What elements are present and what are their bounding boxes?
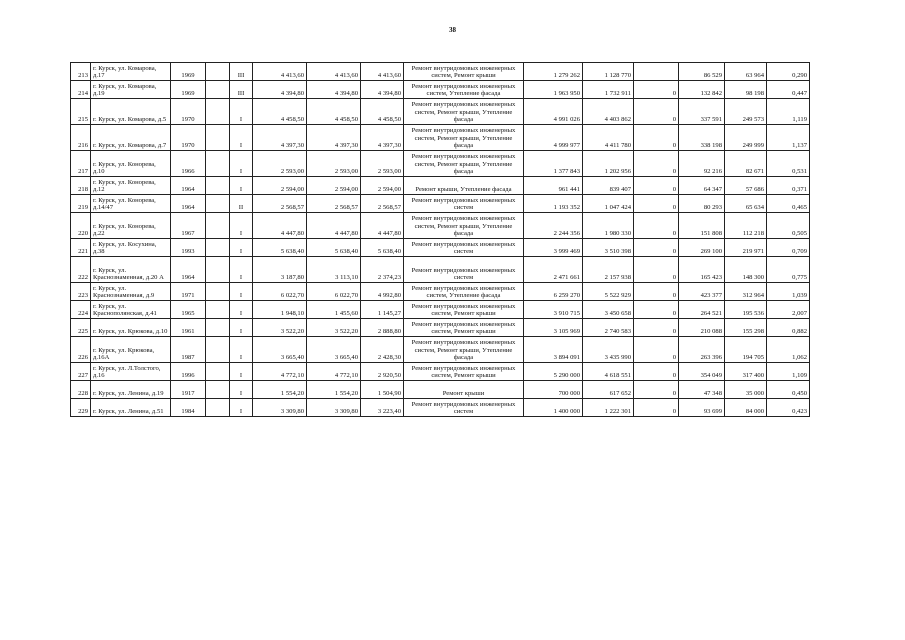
area-residential-cell: 5 638,40 bbox=[361, 239, 404, 257]
area-residential-cell: 2 374,23 bbox=[361, 257, 404, 283]
ratio-cell: 0,423 bbox=[767, 399, 810, 417]
area-residential-cell: 2 920,50 bbox=[361, 363, 404, 381]
year-cell: 1965 bbox=[171, 301, 206, 319]
ratio-cell: 0,505 bbox=[767, 213, 810, 239]
municipal-cell: 64 347 bbox=[679, 177, 725, 195]
fund-cell: 5 522 929 bbox=[583, 283, 634, 301]
class-cell: III bbox=[230, 81, 253, 99]
fund-cell: 1 222 301 bbox=[583, 399, 634, 417]
row-number: 218 bbox=[71, 177, 91, 195]
table-row bbox=[71, 99, 810, 125]
table-row bbox=[71, 257, 810, 283]
area-total-cell: 1 554,20 bbox=[253, 381, 307, 399]
fund-cell: 4 411 780 bbox=[583, 125, 634, 151]
municipal-cell: 264 521 bbox=[679, 301, 725, 319]
municipal-cell: 338 198 bbox=[679, 125, 725, 151]
blank-cell bbox=[206, 381, 230, 399]
table-row bbox=[71, 399, 810, 417]
cost-total-cell: 6 259 270 bbox=[524, 283, 583, 301]
table-row bbox=[71, 337, 810, 363]
work-type-cell: Ремонт внутридомовых инженерных систем bbox=[404, 257, 524, 283]
class-cell: I bbox=[230, 125, 253, 151]
class-cell: I bbox=[230, 99, 253, 125]
row-number: 222 bbox=[71, 257, 91, 283]
year-cell: 1970 bbox=[171, 125, 206, 151]
cost-total-cell: 3 910 715 bbox=[524, 301, 583, 319]
area-premises-cell: 4 447,80 bbox=[307, 213, 361, 239]
year-cell: 1964 bbox=[171, 195, 206, 213]
area-residential-cell: 4 458,50 bbox=[361, 99, 404, 125]
row-number: 213 bbox=[71, 63, 91, 81]
year-cell: 1961 bbox=[171, 319, 206, 337]
area-residential-cell: 4 394,80 bbox=[361, 81, 404, 99]
table-row bbox=[71, 177, 810, 195]
regional-cell: 0 bbox=[634, 239, 679, 257]
address-cell: г. Курск, ул. Краснополянская, д.41 bbox=[91, 301, 171, 319]
area-premises-cell: 3 665,40 bbox=[307, 337, 361, 363]
row-number: 225 bbox=[71, 319, 91, 337]
year-cell: 1970 bbox=[171, 99, 206, 125]
municipal-cell: 354 049 bbox=[679, 363, 725, 381]
area-premises-cell: 5 638,40 bbox=[307, 239, 361, 257]
year-cell: 1964 bbox=[171, 177, 206, 195]
municipal-cell: 47 348 bbox=[679, 381, 725, 399]
address-cell: г. Курск, ул. Косухина, д.38 bbox=[91, 239, 171, 257]
area-premises-cell: 3 113,10 bbox=[307, 257, 361, 283]
work-type-cell: Ремонт внутридомовых инженерных систем bbox=[404, 239, 524, 257]
year-cell: 1969 bbox=[171, 81, 206, 99]
area-premises-cell: 2 568,57 bbox=[307, 195, 361, 213]
owners-cell: 98 198 bbox=[725, 81, 767, 99]
owners-cell: 249 573 bbox=[725, 99, 767, 125]
area-total-cell: 5 638,40 bbox=[253, 239, 307, 257]
table-row bbox=[71, 301, 810, 319]
municipal-cell: 210 088 bbox=[679, 319, 725, 337]
area-total-cell: 4 458,50 bbox=[253, 99, 307, 125]
year-cell: 1964 bbox=[171, 257, 206, 283]
area-premises-cell: 1 554,20 bbox=[307, 381, 361, 399]
table-row bbox=[71, 239, 810, 257]
ratio-cell: 2,007 bbox=[767, 301, 810, 319]
blank-cell bbox=[206, 239, 230, 257]
table-row bbox=[71, 63, 810, 81]
cost-total-cell: 4 999 977 bbox=[524, 125, 583, 151]
table-row bbox=[71, 81, 810, 99]
owners-cell: 84 000 bbox=[725, 399, 767, 417]
year-cell: 1967 bbox=[171, 213, 206, 239]
regional-cell: 0 bbox=[634, 337, 679, 363]
year-cell: 1993 bbox=[171, 239, 206, 257]
row-number: 229 bbox=[71, 399, 91, 417]
fund-cell: 1 202 956 bbox=[583, 151, 634, 177]
blank-cell bbox=[206, 151, 230, 177]
regional-cell: 0 bbox=[634, 99, 679, 125]
blank-cell bbox=[206, 283, 230, 301]
row-number: 217 bbox=[71, 151, 91, 177]
row-number: 227 bbox=[71, 363, 91, 381]
address-cell: г. Курск, ул. Комарова, д.5 bbox=[91, 99, 171, 125]
municipal-cell: 132 842 bbox=[679, 81, 725, 99]
fund-cell: 2 157 938 bbox=[583, 257, 634, 283]
area-premises-cell: 2 594,00 bbox=[307, 177, 361, 195]
area-premises-cell: 4 397,30 bbox=[307, 125, 361, 151]
area-total-cell: 4 772,10 bbox=[253, 363, 307, 381]
blank-cell bbox=[206, 301, 230, 319]
class-cell: II bbox=[230, 195, 253, 213]
blank-cell bbox=[206, 363, 230, 381]
ratio-cell: 0,290 bbox=[767, 63, 810, 81]
year-cell: 1987 bbox=[171, 337, 206, 363]
regional-cell: 0 bbox=[634, 81, 679, 99]
regional-cell: 0 bbox=[634, 151, 679, 177]
blank-cell bbox=[206, 177, 230, 195]
ratio-cell: 1,109 bbox=[767, 363, 810, 381]
row-number: 223 bbox=[71, 283, 91, 301]
class-cell: I bbox=[230, 337, 253, 363]
year-cell: 1996 bbox=[171, 363, 206, 381]
municipal-cell: 423 377 bbox=[679, 283, 725, 301]
work-type-cell: Ремонт внутридомовых инженерных систем, Ремонт крыши bbox=[404, 363, 524, 381]
class-cell: I bbox=[230, 381, 253, 399]
area-residential-cell: 1 145,27 bbox=[361, 301, 404, 319]
address-cell: г. Курск, ул. Конорева, д.10 bbox=[91, 151, 171, 177]
address-cell: г. Курск, ул. Краснознаменная, д.9 bbox=[91, 283, 171, 301]
regional-cell bbox=[634, 63, 679, 81]
cost-total-cell: 700 000 bbox=[524, 381, 583, 399]
year-cell: 1971 bbox=[171, 283, 206, 301]
regional-cell: 0 bbox=[634, 399, 679, 417]
municipal-cell: 86 529 bbox=[679, 63, 725, 81]
work-type-cell: Ремонт внутридомовых инженерных систем, Ремонт крыши, Утепление фасада bbox=[404, 125, 524, 151]
area-total-cell: 3 187,80 bbox=[253, 257, 307, 283]
row-number: 214 bbox=[71, 81, 91, 99]
area-premises-cell: 2 593,00 bbox=[307, 151, 361, 177]
area-residential-cell: 2 428,30 bbox=[361, 337, 404, 363]
ratio-cell: 0,447 bbox=[767, 81, 810, 99]
fund-cell: 1 732 911 bbox=[583, 81, 634, 99]
address-cell: г. Курск, ул. Конорева, д.12 bbox=[91, 177, 171, 195]
area-premises-cell: 3 309,80 bbox=[307, 399, 361, 417]
table-row bbox=[71, 151, 810, 177]
fund-cell: 2 740 583 bbox=[583, 319, 634, 337]
year-cell: 1917 bbox=[171, 381, 206, 399]
owners-cell: 195 536 bbox=[725, 301, 767, 319]
cost-total-cell: 3 999 469 bbox=[524, 239, 583, 257]
area-residential-cell: 1 504,90 bbox=[361, 381, 404, 399]
work-type-cell: Ремонт внутридомовых инженерных систем, Ремонт крыши, Утепление фасада bbox=[404, 151, 524, 177]
area-residential-cell: 4 992,80 bbox=[361, 283, 404, 301]
row-number: 220 bbox=[71, 213, 91, 239]
area-residential-cell: 3 223,40 bbox=[361, 399, 404, 417]
blank-cell bbox=[206, 81, 230, 99]
municipal-cell: 337 591 bbox=[679, 99, 725, 125]
address-cell: г. Курск, ул. Краснознаменная, д.20 А bbox=[91, 257, 171, 283]
class-cell: I bbox=[230, 319, 253, 337]
row-number: 221 bbox=[71, 239, 91, 257]
row-number: 226 bbox=[71, 337, 91, 363]
cost-total-cell: 4 991 026 bbox=[524, 99, 583, 125]
class-cell: I bbox=[230, 239, 253, 257]
blank-cell bbox=[206, 337, 230, 363]
area-premises-cell: 1 455,60 bbox=[307, 301, 361, 319]
owners-cell: 35 000 bbox=[725, 381, 767, 399]
municipal-cell: 80 293 bbox=[679, 195, 725, 213]
row-number: 216 bbox=[71, 125, 91, 151]
work-type-cell: Ремонт внутридомовых инженерных систем, Утепление фасада bbox=[404, 283, 524, 301]
blank-cell bbox=[206, 319, 230, 337]
ratio-cell: 1,137 bbox=[767, 125, 810, 151]
class-cell: I bbox=[230, 257, 253, 283]
address-cell: г. Курск, ул. Конорева, д.22 bbox=[91, 213, 171, 239]
row-number: 228 bbox=[71, 381, 91, 399]
area-premises-cell: 4 394,80 bbox=[307, 81, 361, 99]
address-cell: г. Курск, ул. Ленина, д.19 bbox=[91, 381, 171, 399]
owners-cell: 82 671 bbox=[725, 151, 767, 177]
page-number: 38 bbox=[449, 26, 456, 34]
cost-total-cell: 1 377 843 bbox=[524, 151, 583, 177]
class-cell: I bbox=[230, 363, 253, 381]
ratio-cell: 0,450 bbox=[767, 381, 810, 399]
table-row bbox=[71, 381, 810, 399]
area-residential-cell: 2 568,57 bbox=[361, 195, 404, 213]
address-cell: г. Курск, ул. Ленина, д.51 bbox=[91, 399, 171, 417]
table-row bbox=[71, 319, 810, 337]
area-total-cell: 4 394,80 bbox=[253, 81, 307, 99]
work-type-cell: Ремонт внутридомовых инженерных систем, Ремонт крыши bbox=[404, 63, 524, 81]
area-residential-cell: 4 447,80 bbox=[361, 213, 404, 239]
municipal-cell: 269 100 bbox=[679, 239, 725, 257]
table-body bbox=[71, 63, 810, 417]
cost-total-cell: 5 290 000 bbox=[524, 363, 583, 381]
cost-total-cell: 2 471 661 bbox=[524, 257, 583, 283]
municipal-cell: 263 396 bbox=[679, 337, 725, 363]
ratio-cell: 0,371 bbox=[767, 177, 810, 195]
blank-cell bbox=[206, 125, 230, 151]
fund-cell: 1 047 424 bbox=[583, 195, 634, 213]
class-cell: I bbox=[230, 213, 253, 239]
class-cell: I bbox=[230, 151, 253, 177]
table-row bbox=[71, 195, 810, 213]
cost-total-cell: 1 963 950 bbox=[524, 81, 583, 99]
municipal-cell: 93 699 bbox=[679, 399, 725, 417]
area-total-cell: 4 447,80 bbox=[253, 213, 307, 239]
table-row bbox=[71, 213, 810, 239]
owners-cell: 317 400 bbox=[725, 363, 767, 381]
year-cell: 1966 bbox=[171, 151, 206, 177]
address-cell: г. Курск, ул. Конорева, д.14/47 bbox=[91, 195, 171, 213]
area-total-cell: 2 594,00 bbox=[253, 177, 307, 195]
blank-cell bbox=[206, 63, 230, 81]
work-type-cell: Ремонт внутридомовых инженерных систем bbox=[404, 195, 524, 213]
address-cell: г. Курск, ул. Крюкова, д.10 bbox=[91, 319, 171, 337]
address-cell: г. Курск, ул. Комарова, д.19 bbox=[91, 81, 171, 99]
fund-cell: 1 128 770 bbox=[583, 63, 634, 81]
cost-total-cell: 3 894 091 bbox=[524, 337, 583, 363]
work-type-cell: Ремонт внутридомовых инженерных систем, Ремонт крыши bbox=[404, 301, 524, 319]
owners-cell: 312 964 bbox=[725, 283, 767, 301]
fund-cell: 3 435 990 bbox=[583, 337, 634, 363]
ratio-cell: 0,709 bbox=[767, 239, 810, 257]
year-cell: 1984 bbox=[171, 399, 206, 417]
blank-cell bbox=[206, 257, 230, 283]
regional-cell: 0 bbox=[634, 283, 679, 301]
regional-cell: 0 bbox=[634, 381, 679, 399]
row-number: 219 bbox=[71, 195, 91, 213]
area-total-cell: 3 522,20 bbox=[253, 319, 307, 337]
table-row bbox=[71, 283, 810, 301]
cost-total-cell: 1 279 262 bbox=[524, 63, 583, 81]
ratio-cell: 1,062 bbox=[767, 337, 810, 363]
area-premises-cell: 4 458,50 bbox=[307, 99, 361, 125]
work-type-cell: Ремонт внутридомовых инженерных систем, Утепление фасада bbox=[404, 81, 524, 99]
ratio-cell: 0,531 bbox=[767, 151, 810, 177]
area-residential-cell: 4 413,60 bbox=[361, 63, 404, 81]
row-number: 215 bbox=[71, 99, 91, 125]
ratio-cell: 1,039 bbox=[767, 283, 810, 301]
table-row bbox=[71, 363, 810, 381]
address-cell: г. Курск, ул. Л.Толстого, д.16 bbox=[91, 363, 171, 381]
area-premises-cell: 3 522,20 bbox=[307, 319, 361, 337]
area-residential-cell: 2 593,00 bbox=[361, 151, 404, 177]
owners-cell: 63 964 bbox=[725, 63, 767, 81]
class-cell: I bbox=[230, 301, 253, 319]
area-premises-cell: 4 413,60 bbox=[307, 63, 361, 81]
cost-total-cell: 2 244 356 bbox=[524, 213, 583, 239]
area-premises-cell: 4 772,10 bbox=[307, 363, 361, 381]
fund-cell: 839 407 bbox=[583, 177, 634, 195]
owners-cell: 112 218 bbox=[725, 213, 767, 239]
regional-cell: 0 bbox=[634, 257, 679, 283]
owners-cell: 65 634 bbox=[725, 195, 767, 213]
work-type-cell: Ремонт внутридомовых инженерных систем, Ремонт крыши, Утепление фасада bbox=[404, 99, 524, 125]
municipal-cell: 151 808 bbox=[679, 213, 725, 239]
work-type-cell: Ремонт крыши, Утепление фасада bbox=[404, 177, 524, 195]
fund-cell: 4 403 862 bbox=[583, 99, 634, 125]
table-row bbox=[71, 125, 810, 151]
work-type-cell: Ремонт крыши bbox=[404, 381, 524, 399]
cost-total-cell: 3 105 969 bbox=[524, 319, 583, 337]
work-type-cell: Ремонт внутридомовых инженерных систем bbox=[404, 399, 524, 417]
regional-cell: 0 bbox=[634, 213, 679, 239]
regional-cell: 0 bbox=[634, 319, 679, 337]
year-cell: 1969 bbox=[171, 63, 206, 81]
fund-cell: 4 618 551 bbox=[583, 363, 634, 381]
owners-cell: 57 686 bbox=[725, 177, 767, 195]
area-premises-cell: 6 022,70 bbox=[307, 283, 361, 301]
housing-repair-table bbox=[70, 62, 810, 417]
area-total-cell: 1 948,10 bbox=[253, 301, 307, 319]
ratio-cell: 0,882 bbox=[767, 319, 810, 337]
ratio-cell: 0,465 bbox=[767, 195, 810, 213]
address-cell: г. Курск, ул. Крюкова, д.16А bbox=[91, 337, 171, 363]
cost-total-cell: 961 441 bbox=[524, 177, 583, 195]
area-total-cell: 4 397,30 bbox=[253, 125, 307, 151]
blank-cell bbox=[206, 99, 230, 125]
area-total-cell: 6 022,70 bbox=[253, 283, 307, 301]
fund-cell: 617 652 bbox=[583, 381, 634, 399]
area-total-cell: 2 593,00 bbox=[253, 151, 307, 177]
class-cell: I bbox=[230, 283, 253, 301]
area-total-cell: 4 413,60 bbox=[253, 63, 307, 81]
work-type-cell: Ремонт внутридомовых инженерных систем, Ремонт крыши, Утепление фасада bbox=[404, 213, 524, 239]
area-residential-cell: 2 594,00 bbox=[361, 177, 404, 195]
area-total-cell: 2 568,57 bbox=[253, 195, 307, 213]
address-cell: г. Курск, ул. Комарова, д.17 bbox=[91, 63, 171, 81]
class-cell: I bbox=[230, 399, 253, 417]
area-total-cell: 3 309,80 bbox=[253, 399, 307, 417]
regional-cell: 0 bbox=[634, 363, 679, 381]
cost-total-cell: 1 193 352 bbox=[524, 195, 583, 213]
ratio-cell: 0,775 bbox=[767, 257, 810, 283]
municipal-cell: 92 216 bbox=[679, 151, 725, 177]
area-residential-cell: 4 397,30 bbox=[361, 125, 404, 151]
owners-cell: 219 971 bbox=[725, 239, 767, 257]
area-residential-cell: 2 888,80 bbox=[361, 319, 404, 337]
area-total-cell: 3 665,40 bbox=[253, 337, 307, 363]
blank-cell bbox=[206, 195, 230, 213]
cost-total-cell: 1 400 000 bbox=[524, 399, 583, 417]
work-type-cell: Ремонт внутридомовых инженерных систем, Ремонт крыши bbox=[404, 319, 524, 337]
class-cell: I bbox=[230, 177, 253, 195]
owners-cell: 155 298 bbox=[725, 319, 767, 337]
blank-cell bbox=[206, 399, 230, 417]
row-number: 224 bbox=[71, 301, 91, 319]
work-type-cell: Ремонт внутридомовых инженерных систем, Ремонт крыши, Утепление фасада bbox=[404, 337, 524, 363]
regional-cell: 0 bbox=[634, 177, 679, 195]
owners-cell: 194 705 bbox=[725, 337, 767, 363]
regional-cell: 0 bbox=[634, 195, 679, 213]
class-cell: III bbox=[230, 63, 253, 81]
fund-cell: 3 450 658 bbox=[583, 301, 634, 319]
address-cell: г. Курск, ул. Комарова, д.7 bbox=[91, 125, 171, 151]
regional-cell: 0 bbox=[634, 125, 679, 151]
fund-cell: 3 510 398 bbox=[583, 239, 634, 257]
owners-cell: 249 999 bbox=[725, 125, 767, 151]
blank-cell bbox=[206, 213, 230, 239]
ratio-cell: 1,119 bbox=[767, 99, 810, 125]
owners-cell: 148 300 bbox=[725, 257, 767, 283]
fund-cell: 1 980 330 bbox=[583, 213, 634, 239]
municipal-cell: 165 423 bbox=[679, 257, 725, 283]
regional-cell: 0 bbox=[634, 301, 679, 319]
